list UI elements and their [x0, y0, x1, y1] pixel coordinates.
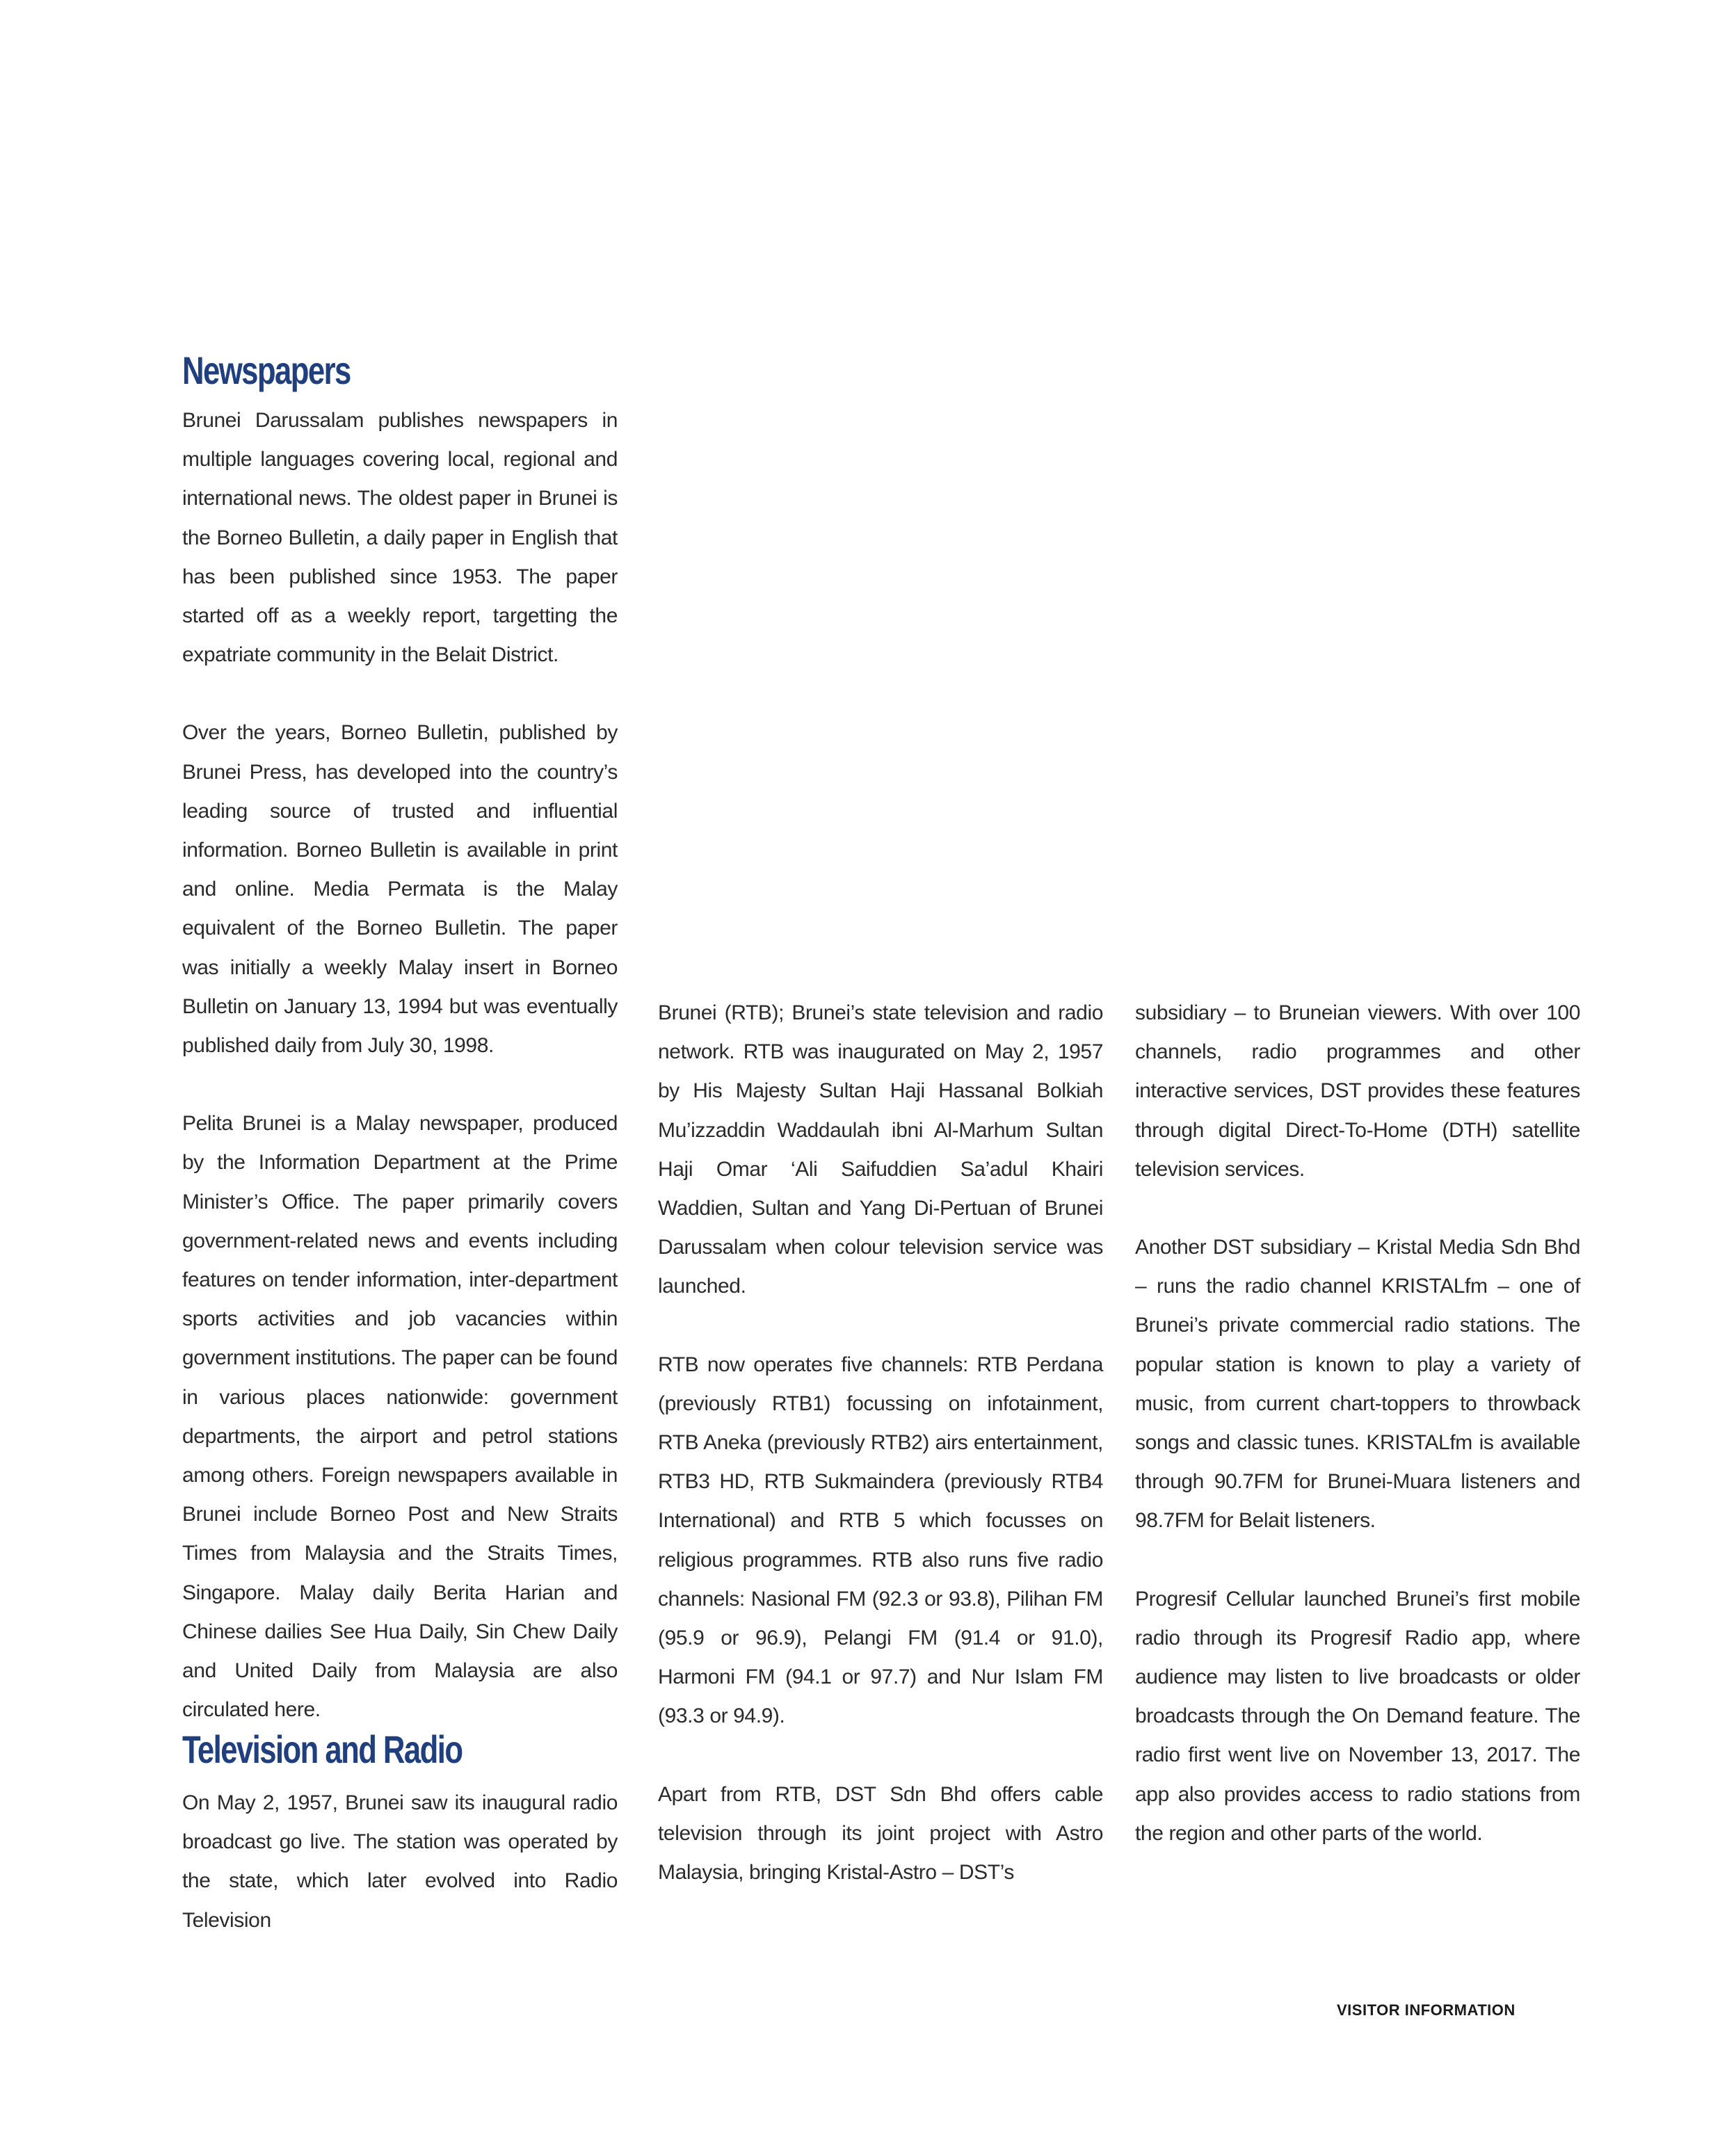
- television-radio-heading: Television and Radio: [182, 1727, 463, 1771]
- newspapers-paragraph-3: Pelita Brunei is a Malay newspaper, produced by the Information Department at the Prime Minister’s Office. The paper primarily covers government-related news and events including features on tender information, inter-department sports activities and job vacancies within government institutions. The paper can be found in various places nationwide: government departments, the airport and petrol stations among others. Foreign newspapers available in Brunei include Borneo Post and New Straits Times from Malaysia and the Straits Times, Singapore. Malay daily Berita Harian and Chinese dailies See Hua Daily, Sin Chew Daily and United Daily from Malaysia are also circulated here.: [182, 1112, 618, 1722]
- television-radio-column-1: [182, 1784, 618, 1940]
- newspapers-column: [182, 401, 618, 1730]
- tv-paragraph-rtb-history: Brunei (RTB); Brunei’s state television and radio network. RTB was inaugurated on May 2, 1957 by His Majesty Sultan Haji Hassanal Bolkiah Mu’izzaddin Waddaulah ibni Al-Marhum Sultan Haji Omar ‘Ali Saifuddien Sa’adul Khairi Waddien, Sultan and Yang Di-Pertuan of Brunei Darussalam when colour television service was launched.: [658, 1001, 1103, 1298]
- tv-paragraph-rtb-channels: RTB now operates five channels: RTB Perdana (previously RTB1) focussing on infotainment, RTB Aneka (previously RTB2) airs entertainment, RTB3 HD, RTB Sukmaindera (previously RTB4 International) and RTB 5 which focusses on religious programmes. RTB also runs five radio channels: Nasional FM (92.3 or 93.8), Pilihan FM (95.9 or 96.9), Pelangi FM (91.4 or 91.0), Harmoni FM (94.1 or 97.7) and Nur Islam FM (93.3 or 94.9).: [658, 1353, 1103, 1728]
- newspapers-heading: Newspapers: [182, 348, 351, 392]
- newspapers-paragraph-1: Brunei Darussalam publishes newspapers in multiple languages covering local, regional and international news. The oldest paper in Brunei is the Borneo Bulletin, a daily paper in English that has been published since 1953. The paper started off as a weekly report, targetting the expatriate community in the Belait District.: [182, 409, 618, 667]
- tv-paragraph-progresif-radio: Progresif Cellular launched Brunei’s first mobile radio through its Progresif Radio app, where audience may listen to live broadcasts or older broadcasts through the On Demand feature. The radio first went live on November 13, 2017. The app also provides access to radio stations from the region and other parts of the world.: [1135, 1587, 1580, 1845]
- tv-paragraph-intro: On May 2, 1957, Brunei saw its inaugural radio broadcast go live. The station was operated by the state, which later evolved into Radio Television: [182, 1791, 618, 1932]
- tv-paragraph-kristalfm: Another DST subsidiary – Kristal Media Sdn Bhd – runs the radio channel KRISTALfm – one of Brunei’s private commercial radio stations. The popular station is known to play a variety of music, from current chart-toppers to throwback songs and classic tunes. KRISTALfm is available through 90.7FM for Brunei-Muara listeners and 98.7FM for Belait listeners.: [1135, 1236, 1580, 1533]
- tv-paragraph-dst-cable: Apart from RTB, DST Sdn Bhd offers cable television through its joint project with Astro Malaysia, bringing Kristal-Astro – DST’s: [658, 1782, 1103, 1885]
- television-radio-column-3: [1135, 994, 1580, 1853]
- tv-paragraph-dst-services: subsidiary – to Bruneian viewers. With over 100 channels, radio programmes and other interactive services, DST provides these features through digital Direct-To-Home (DTH) satellite television services.: [1135, 1001, 1580, 1181]
- newspapers-paragraph-2: Over the years, Borneo Bulletin, published by Brunei Press, has developed into the country’s leading source of trusted and influential information. Borneo Bulletin is available in print and online. Media Permata is the Malay equivalent of the Borneo Bulletin. The paper was initially a weekly Malay insert in Borneo Bulletin on January 13, 1994 but was eventually published daily from July 30, 1998.: [182, 721, 618, 1058]
- television-radio-column-2: [658, 994, 1103, 1892]
- footer-section-label: VISITOR INFORMATION: [1337, 2001, 1516, 2019]
